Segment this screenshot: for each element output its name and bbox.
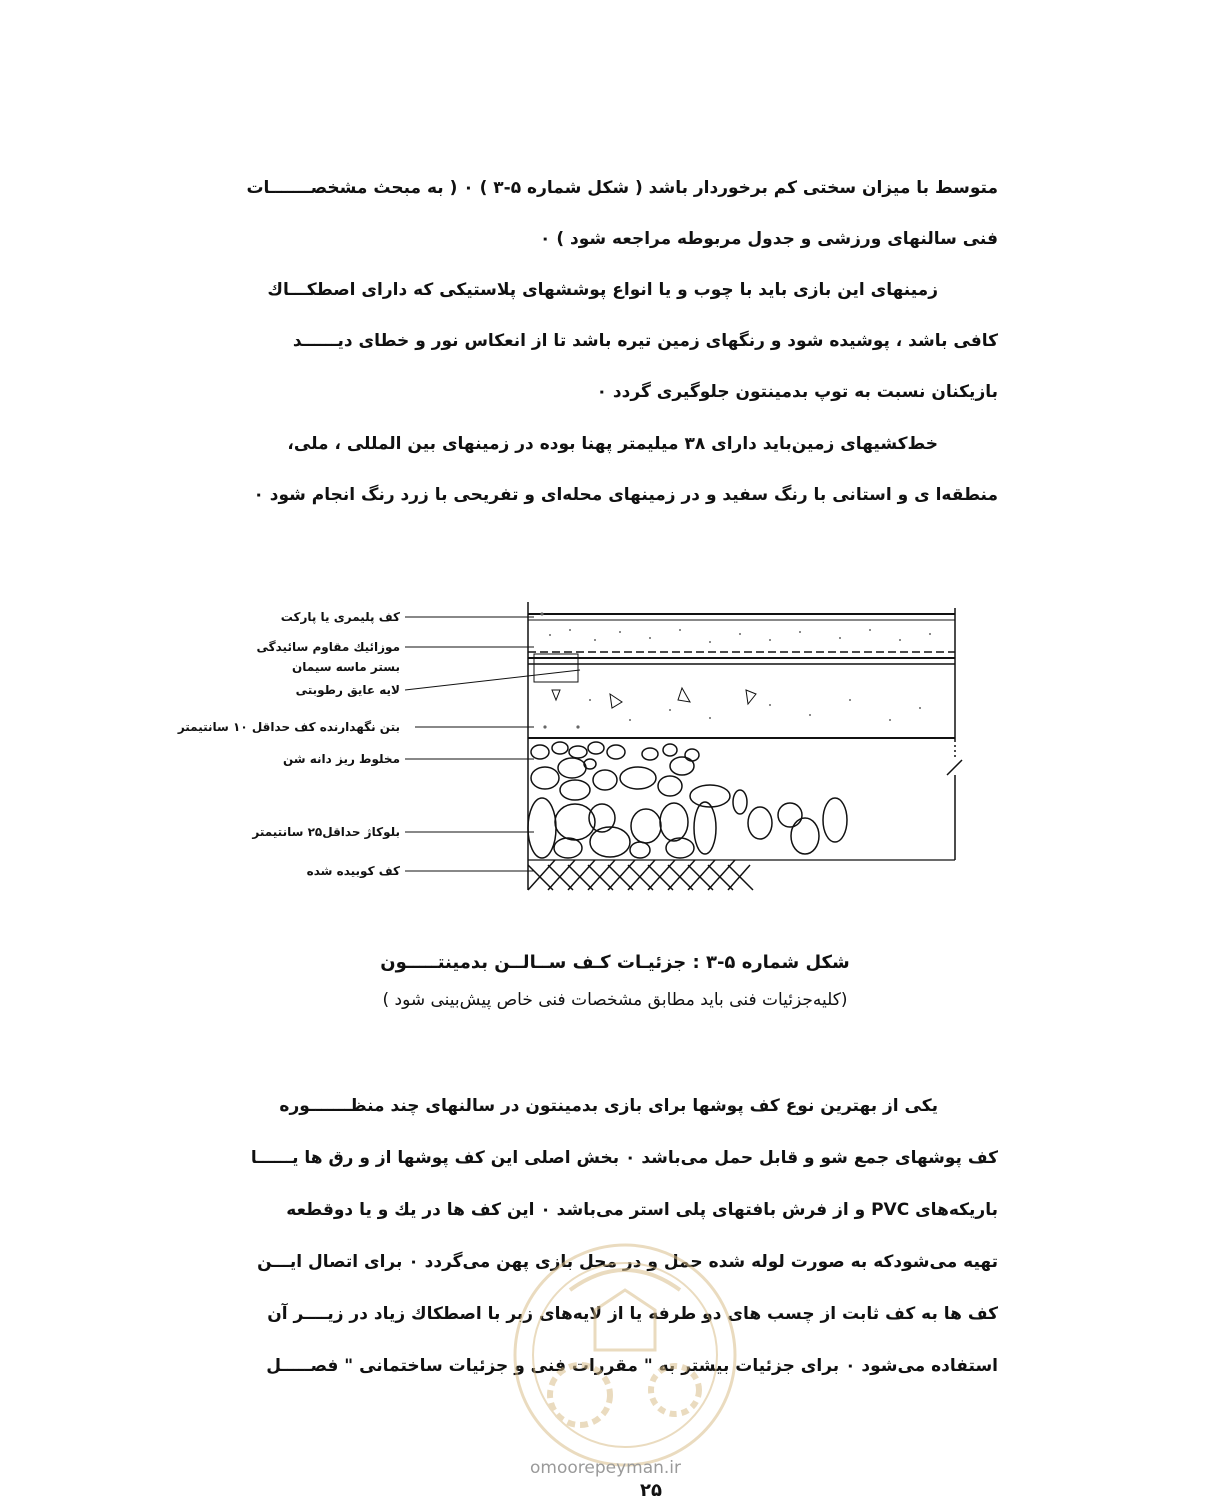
paragraph-line: استفاده می‌شود ۰ برای جزئیات بیشتر به " مقررات فنی و جزئیات ساختمانی " فصـــــل (266, 1356, 998, 1376)
watermark-seal-icon (500, 1230, 750, 1480)
paragraph-2 (238, 265, 998, 418)
page-number: ۲۵ (640, 1480, 662, 1501)
layer-label-blockage: بلوکاژ حداقل۲۵ سانتیمتر (252, 825, 400, 839)
layer-label-compacted-ground: کف کوبیده شده (306, 864, 400, 878)
figure-caption-note: (کلیه‌جزئیات فنی باید مطابق مشخصات فنی خاص پیش‌بینی شود ) (382, 990, 848, 1010)
figure-caption-title: شکل شماره ۵-۳ : جزئیـات کـف ســالــن بدمینتـــــون (380, 952, 850, 973)
layer-label-mosaic: موزائیك مقاوم سائیدگی (256, 640, 400, 654)
layer-label-gravel: مخلوط ریز دانه شن (282, 752, 400, 766)
paragraph-line: یکی از بهترین نوع کف پوشها برای بازی بدمینتون در سالنهای چند منظـــــــوره (279, 1096, 938, 1116)
paragraph-line: کف ها به کف ثابت از چسب های دو طرفه یا از لایه‌های زبر با اصطکاك زیاد در زیــــر آن (267, 1304, 998, 1324)
paragraph-3 (238, 419, 998, 521)
paragraph-1 (238, 163, 998, 265)
floor-section-drawing (150, 590, 980, 910)
paragraph-line: کف پوشهای جمع شو و قابل حمل می‌باشد ۰ بخش اصلی این کف پوشها از و رق ها یــــــا (250, 1148, 998, 1168)
paragraph-line: منطقه‌ا ی و استانی با رنگ سفید و در زمینهای محله‌ای و تفریحی با زرد رنگ انجام شود ۰ (253, 485, 998, 505)
paragraph-line: باریکه‌های PVC و از فرش بافتهای پلی استر می‌باشد ۰ این کف ها در یك و یا دوقطعه (286, 1200, 998, 1220)
layer-label-screed: بستر ماسه سیمان (292, 660, 400, 674)
paragraph-line: بازیکنان نسبت به توپ بدمینتون جلوگیری گردد ۰ (596, 382, 998, 402)
layer-label-finish: کف پلیمری یا پارکت (280, 610, 400, 624)
paragraph-line: فنی سالنهای ورزشی و جدول مربوطه مراجعه شود ) ۰ (540, 229, 998, 249)
paragraph-line: تهیه می‌شودکه به صورت لوله شده حمل و در محل بازی پهن می‌گردد ۰ برای اتصال ایـــن (257, 1252, 998, 1272)
paragraph-line: زمینهای این بازی باید با چوب و یا انواع پوششهای پلاستیکی که دارای اصطکـــاك (267, 280, 938, 300)
paragraph-line: کافی باشد ، پوشیده شود و رنگهای زمین تیره باشد تا از انعکاس نور و خطای دیــــــد (292, 331, 998, 351)
layer-label-concrete: بتن نگهدارنده کف حداقل ۱۰ سانتیمتر (177, 720, 400, 734)
paragraph-line: متوسط با میزان سختی کم برخوردار باشد ( شکل شماره ۵-۳ ) ۰ ( به مبحث مشخصـــــــات (246, 178, 998, 198)
floor-section-figure (150, 590, 980, 910)
watermark-site: omoorepeyman.ir (530, 1458, 682, 1478)
layer-label-waterproofing: لایه عایق رطوبتی (295, 683, 400, 697)
paragraph-line: خط‌کشیهای زمین‌باید دارای ۳۸ میلیمتر پهنا بوده در زمینهای بین المللی ، ملی، (287, 434, 938, 454)
